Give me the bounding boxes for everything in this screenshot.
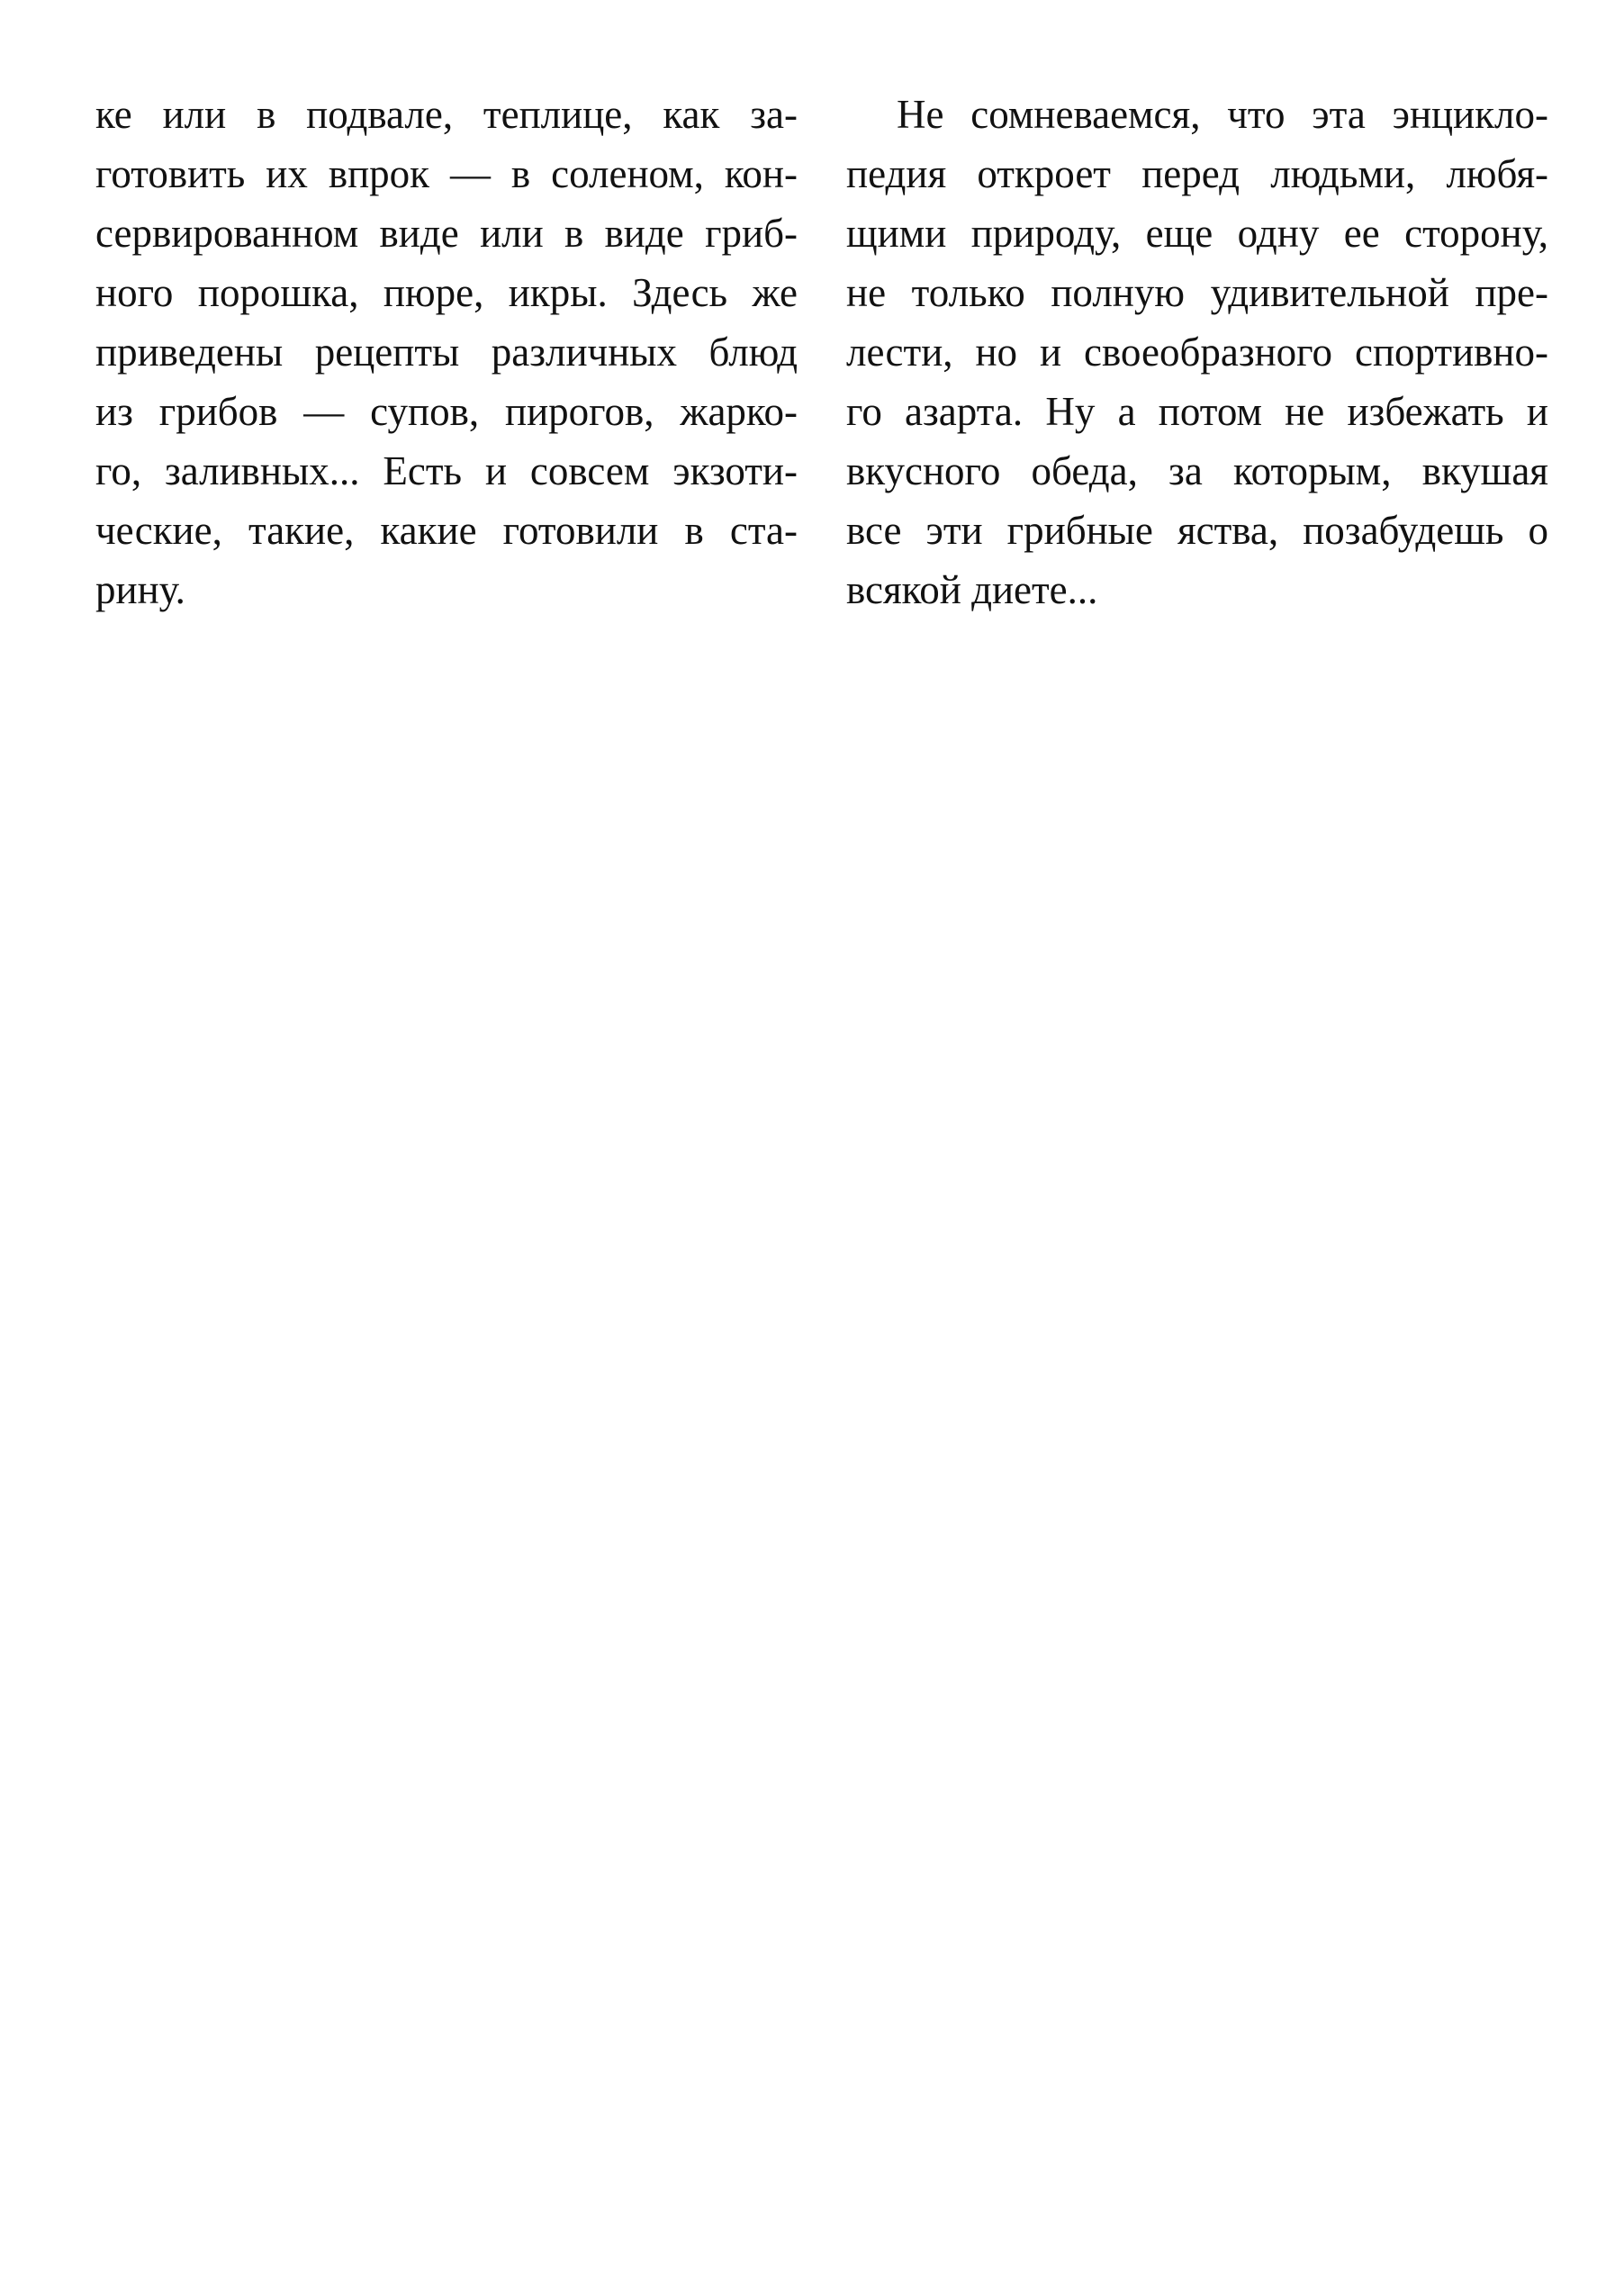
text-line: приведены рецепты различных блюд [95,330,798,375]
paragraph-first-line: Не сомневаемся, что эта энцикло- [897,92,1548,137]
text-line: го азарта. Ну а потом не избежать и [846,389,1548,434]
text-line: го, заливных... Есть и совсем экзоти- [95,448,798,493]
text-line: вкусного обеда, за которым, вкушая [846,448,1548,493]
text-line: готовить их впрок — в соленом, кон- [95,151,798,196]
text-line: не только полную удивительной пре- [846,270,1548,315]
text-line: из грибов — супов, пирогов, жарко- [95,389,798,434]
text-line: лести, но и своеобразного спортивно- [846,330,1548,375]
text-line: все эти грибные яства, позабудешь о [846,508,1548,553]
right-text-column [846,85,1548,619]
text-line: всякой диете... [846,567,1098,612]
text-line: щими природу, еще одну ее сторону, [846,211,1548,256]
text-line: педия откроет перед людьми, любя- [846,151,1548,196]
text-line: ческие, такие, какие готовили в ста- [95,508,798,553]
text-line: ке или в подвале, теплице, как за- [95,92,798,137]
text-line: ного порошка, пюре, икры. Здесь же [95,270,798,315]
text-line: рину. [95,567,185,612]
text-line: сервированном виде или в виде гриб- [95,211,798,256]
left-text-column [95,85,798,619]
